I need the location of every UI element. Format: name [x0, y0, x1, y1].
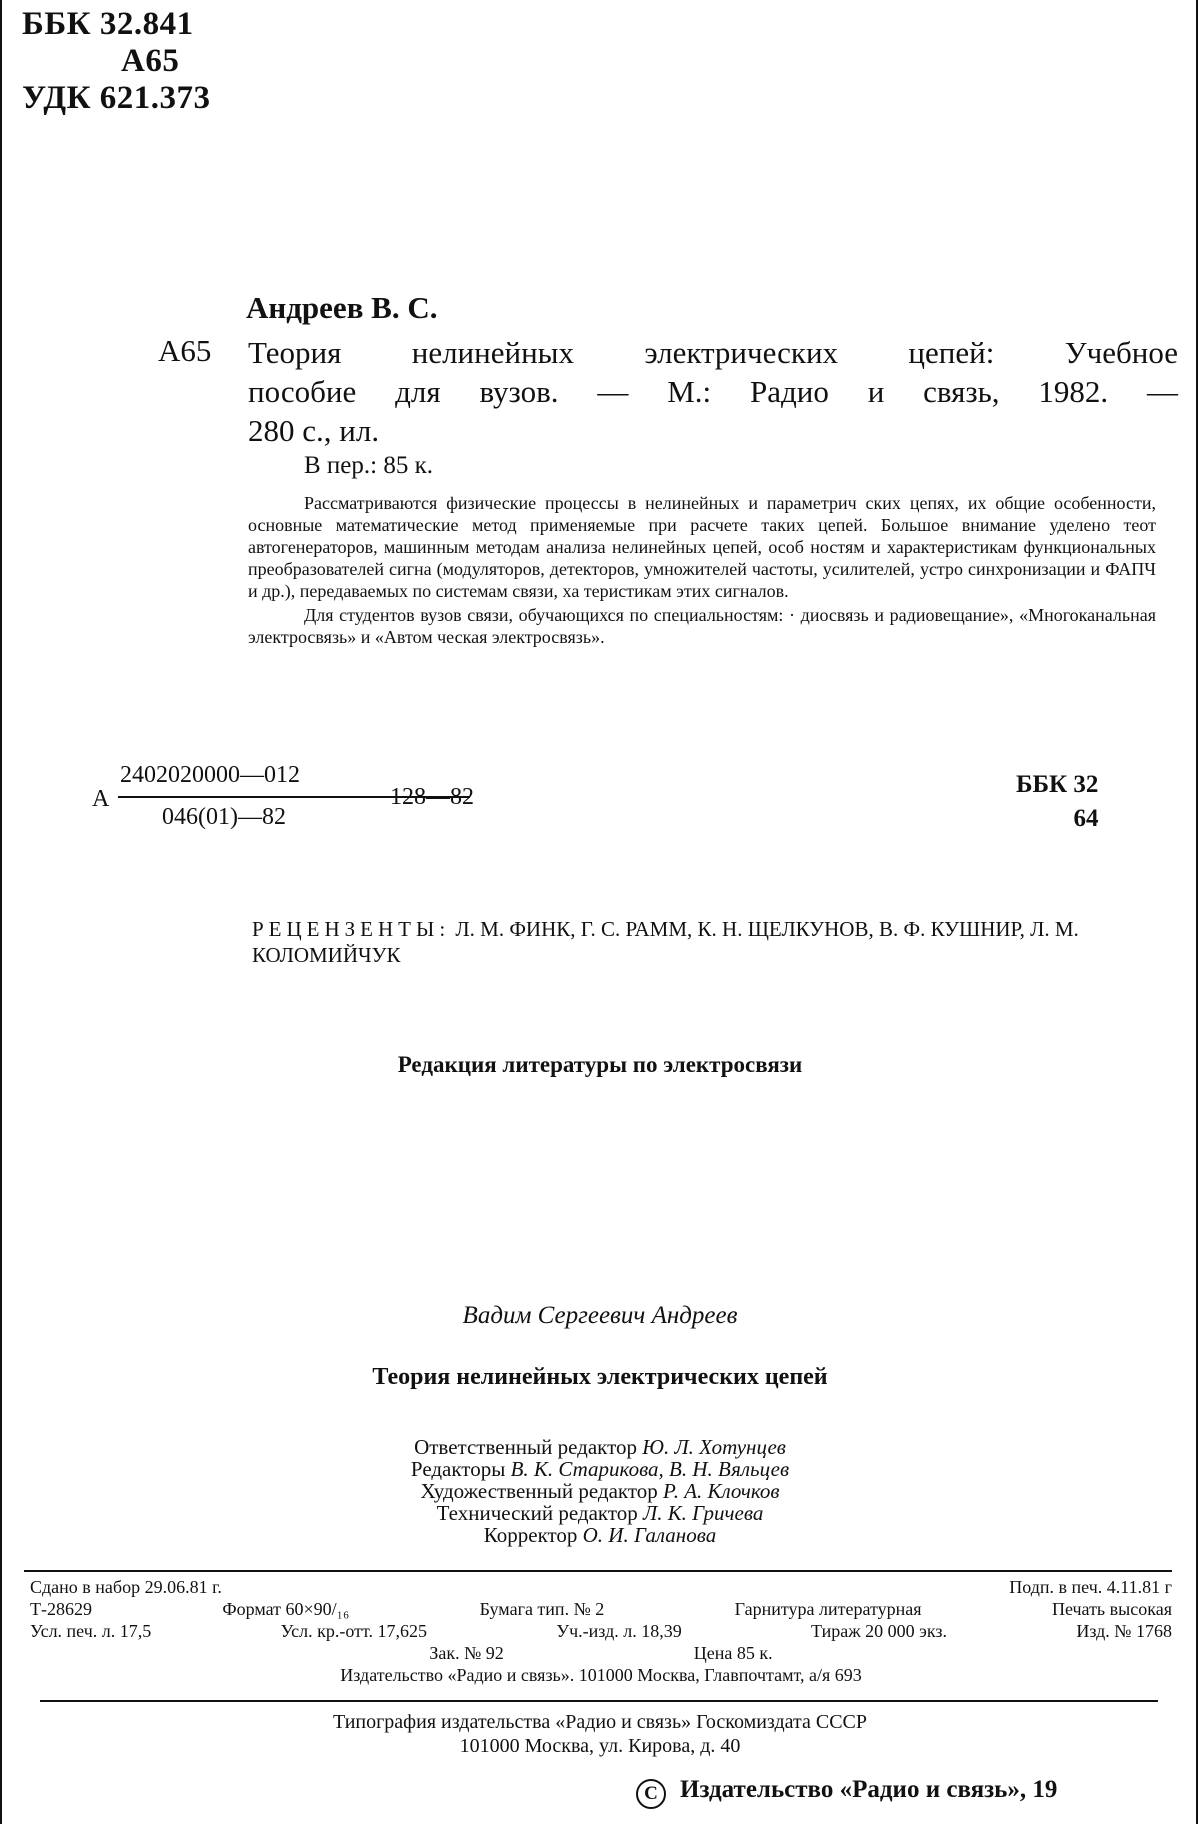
- book-title: Теория нелинейных электрических цепей: [372, 1364, 828, 1390]
- description-line-3: 280 с., ил.: [248, 413, 380, 448]
- imprint-price: Цена 85 к.: [693, 1643, 773, 1663]
- index-denominator: 046(01)—82: [162, 804, 286, 830]
- printer-line-2: 101000 Москва, ул. Кирова, д. 40: [459, 1735, 741, 1757]
- page-edge-right: [1196, 0, 1198, 1824]
- imprint-publisher: Издательство «Радио и связь». 101000 Москва, Главпочтамт, а/я 693: [340, 1665, 862, 1685]
- editorial-department: Редакция литературы по электросвязи: [397, 1052, 803, 1077]
- imprint-row-2: [30, 1598, 1172, 1620]
- imprint-row-4: [30, 1642, 1172, 1664]
- imprint-format: Формат 60×90/₁₆: [222, 1599, 350, 1619]
- staff-row: [300, 1502, 900, 1524]
- staff-name: Ю. Л. Хотунцев: [642, 1435, 786, 1459]
- annotation: [248, 492, 1156, 648]
- copyright-notice: [636, 1776, 1057, 1809]
- reviewers-label: РЕЦЕНЗЕНТЫ:: [252, 917, 451, 941]
- staff-name: Л. К. Гричева: [643, 1501, 764, 1525]
- imprint-typeface: Гарнитура литературная: [734, 1599, 922, 1619]
- index-side-number: 128—82: [390, 784, 474, 810]
- imprint-row-1: [30, 1576, 1172, 1598]
- editorial-staff: [300, 1436, 900, 1546]
- bbk-secondary: [1016, 768, 1098, 836]
- staff-role: Корректор: [483, 1523, 578, 1547]
- binding-price: В пер.: 85 к.: [304, 452, 433, 479]
- udk-code: УДК 621.373: [22, 80, 211, 116]
- imprint-run: Тираж 20 000 экз.: [811, 1621, 947, 1641]
- annotation-paragraph-1: Рассматриваются физические процессы в нелинейных и параметрич ских цепях, их общие особенности, основные математические метод применяемые при расчете таких цепей. Большое внимание уделено теот автогенераторов, машинным методам анализа нелинейных цепей, особ ностям и характеристикам функциональных преобразователей сигна (модуляторов, детекторов, умножителей частоты, усилителей, устро синхронизации и ФАПЧ и др.), передаваемых по системам связи, ха теристикам этих сигналов.: [248, 493, 1156, 601]
- bbk-code: ББК 32.841: [22, 6, 194, 42]
- copyright-icon: С: [636, 1779, 666, 1809]
- copyright-text: Издательство «Радио и связь», 19: [680, 1776, 1058, 1803]
- publication-index: [92, 762, 512, 834]
- author-full-name: Вадим Сергеевич Андреев: [462, 1302, 738, 1329]
- annotation-paragraph-2: Для студентов вузов связи, обучающихся по специальностям: · диосвязь и радиовещание», «Многоканальная электросвязь» и «Автом ческая электросвязь».: [248, 605, 1156, 647]
- index-letter: А: [92, 786, 110, 812]
- imprint-bottom-rule: [40, 1700, 1158, 1702]
- staff-name: О. И. Галанова: [582, 1523, 717, 1547]
- staff-role: Художественный редактор: [420, 1479, 658, 1503]
- imprint-izd-sheets: Уч.-изд. л. 18,39: [556, 1621, 682, 1641]
- imprint-cr-ott: Усл. кр.-отт. 17,625: [280, 1621, 428, 1641]
- classification-codes: [22, 6, 211, 117]
- bbk-secondary-line-1: ББК 32: [1016, 771, 1099, 798]
- imprint-order: Зак. № 92: [429, 1643, 504, 1663]
- reviewers-names: Л. М. ФИНК, Г. С. РАММ, К. Н. ЩЕЛКУНОВ, В. Ф. КУШНИР, Л. М. КОЛОМИЙЧУК: [252, 917, 1079, 967]
- author-mark: А65: [121, 43, 180, 79]
- description-line-2: пособие для вузов. — М.: Радио и связь, 1982. —: [248, 374, 1178, 409]
- bbk-secondary-line-2: 64: [1073, 805, 1099, 832]
- staff-name: В. К. Старикова, В. Н. Вяльцев: [510, 1457, 790, 1481]
- imprint-row-3: [30, 1620, 1172, 1642]
- printer-info: [0, 1710, 1200, 1758]
- imprint-sent-date: Сдано в набор 29.06.81 г.: [30, 1577, 222, 1597]
- description-line-1: Теория нелинейных электрических цепей: Учебное: [248, 335, 1178, 370]
- entry-author: Андреев В. С.: [246, 290, 438, 325]
- imprint-block: [30, 1576, 1172, 1686]
- entry-mark: А65: [158, 333, 212, 368]
- staff-role: Ответственный редактор: [414, 1435, 638, 1459]
- imprint-izd-no: Изд. № 1768: [1076, 1621, 1172, 1641]
- printer-line-1: Типография издательства «Радио и связь» Госкомиздата СССР: [332, 1711, 868, 1733]
- staff-row: [300, 1480, 900, 1502]
- staff-name: Р. А. Клочков: [663, 1479, 780, 1503]
- imprint-print: Печать высокая: [1051, 1599, 1172, 1619]
- staff-row: [300, 1436, 900, 1458]
- bibliographic-description: [248, 333, 1178, 450]
- imprint-t-number: Т-28629: [30, 1599, 92, 1619]
- staff-row: [300, 1458, 900, 1480]
- index-numerator: 2402020000—012: [120, 762, 300, 788]
- imprint-top-rule: [24, 1570, 1172, 1572]
- staff-role: Технический редактор: [436, 1501, 638, 1525]
- imprint-sheets: Усл. печ. л. 17,5: [30, 1621, 152, 1641]
- staff-role: Редакторы: [410, 1457, 506, 1481]
- imprint-row-5: [30, 1664, 1172, 1686]
- page-edge-left: [0, 0, 2, 1824]
- reviewers: [252, 916, 1174, 968]
- imprint-signed-date: Подп. в печ. 4.11.81 г: [1009, 1577, 1172, 1597]
- staff-row: [300, 1524, 900, 1546]
- imprint-paper: Бумага тип. № 2: [479, 1599, 605, 1619]
